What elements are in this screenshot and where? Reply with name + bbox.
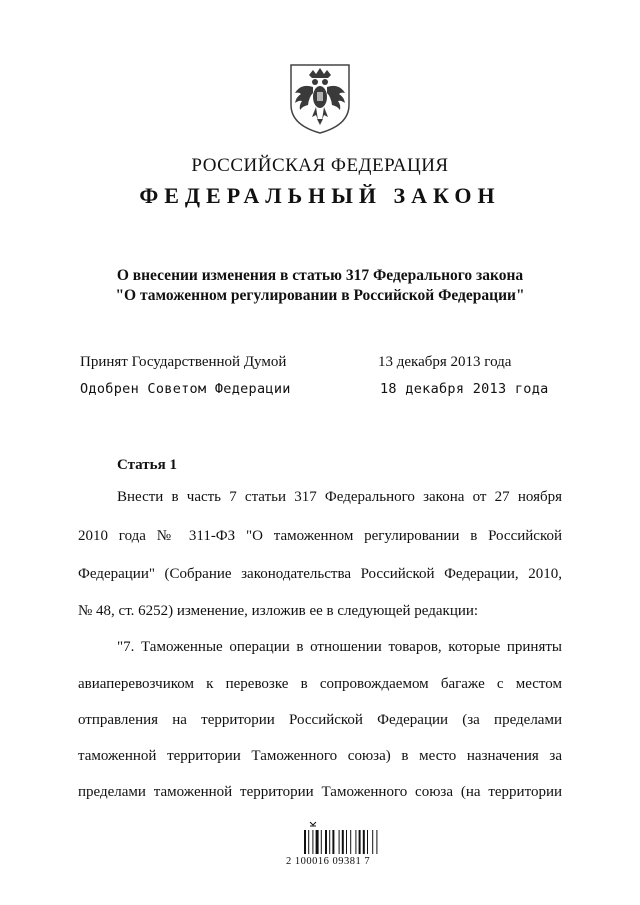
law-title-line-1: О внесении изменения в статью 317 Федерального закона (116, 267, 524, 284)
document-type: ФЕДЕРАЛЬНЫЙ ЗАКОН (139, 183, 501, 208)
adopted-date: 13 декабря 2013 года (378, 354, 512, 370)
adopted-label: Принят Государственной Думой (80, 354, 287, 370)
state-name: РОССИЙСКАЯ ФЕДЕРАЦИЯ (191, 155, 449, 176)
article-text-line: таможенной территории Таможенного союза) в место назначения за (78, 748, 562, 764)
article-text-line: № 48, ст. 6252) изменение, изложив ее в следующей редакции: (78, 603, 479, 619)
coat-of-arms-icon (287, 61, 353, 135)
article-text-line: Внести в часть 7 статьи 317 Федерального закона от 27 ноября (117, 489, 562, 505)
law-title-line-2: "О таможенном регулировании в Российской Федерации" (115, 287, 525, 304)
article-heading: Статья 1 (117, 457, 177, 473)
approved-label: Одобрен Советом Федерации (80, 381, 291, 397)
article-text-line: Федерации" (Собрание законодательства Российской Федерации, 2010, (78, 566, 562, 582)
article-text-line: "7. Таможенные операции в отношении товаров, которые приняты (117, 639, 562, 655)
approved-date: 18 декабря 2013 года (380, 381, 549, 397)
article-text-line: пределами таможенной территории Таможенного союза (на территории (78, 784, 562, 800)
article-text-line: 2010 года № 311-ФЗ "О таможенном регулировании в Российской (78, 528, 562, 544)
barcode-number: 2 100016 09381 7 (286, 856, 371, 867)
article-text-line: отправления на территории Российской Федерации (за пределами (78, 712, 562, 728)
article-text-line: авиаперевозчиком к перевозке в сопровождаемом багаже с местом (78, 676, 562, 692)
